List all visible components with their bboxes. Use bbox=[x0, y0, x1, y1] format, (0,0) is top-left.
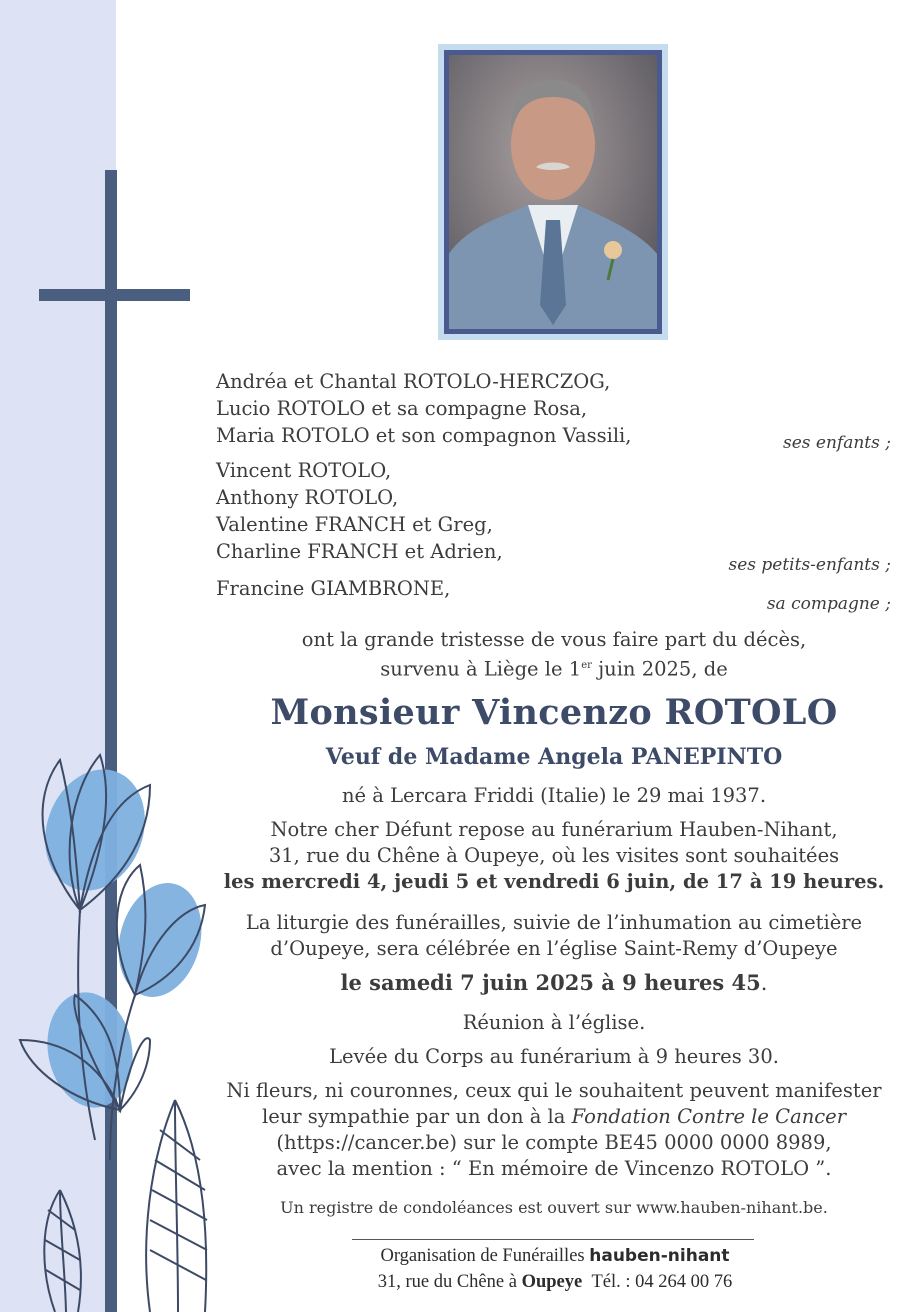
announcement-sup: er bbox=[581, 660, 592, 671]
donation-line-2-pre: leur sympathie par un don à la bbox=[261, 1105, 572, 1128]
child-3: Maria ROTOLO et son compagnon Vassili, bbox=[216, 424, 632, 447]
announcement-line-1: ont la grande tristesse de vous faire part du décès, bbox=[301, 628, 807, 651]
cross-horizontal bbox=[39, 289, 190, 301]
ceremony-block bbox=[216, 910, 892, 962]
footer-divider bbox=[352, 1239, 754, 1240]
registry-note: Un registre de condoléances est ouvert sur www.hauben-nihant.be. bbox=[280, 1198, 828, 1217]
levee-line: Levée du Corps au funérarium à 9 heures 30. bbox=[329, 1045, 779, 1068]
donation-line-2 bbox=[216, 1104, 892, 1130]
partner: Francine GIAMBRONE, bbox=[216, 577, 451, 600]
birth-line: né à Lercara Friddi (Italie) le 29 mai 1937. bbox=[341, 784, 767, 807]
visits-line-2: 31, rue du Chêne à Oupeye, où les visites sont souhaitées bbox=[268, 844, 840, 867]
children-role: ses enfants ; bbox=[783, 433, 891, 453]
donation-line-1: Ni fleurs, ni couronnes, ceux qui le souhaitent peuvent manifester bbox=[226, 1079, 882, 1102]
ceremony-date-end: . bbox=[760, 971, 768, 995]
grandchild-3: Valentine FRANCH et Greg, bbox=[216, 513, 493, 536]
visits-block bbox=[216, 817, 892, 895]
footer-address-street: 31, rue du Chêne à bbox=[377, 1272, 522, 1292]
footer-phone: Tél. : 04 264 00 76 bbox=[591, 1272, 733, 1292]
footer-address bbox=[340, 1272, 770, 1293]
grandchildren-role: ses petits-enfants ; bbox=[728, 555, 891, 575]
announcement-line-2 bbox=[216, 653, 892, 683]
donation-line-4: avec la mention : “ En mémoire de Vincenzo ROTOLO ”. bbox=[276, 1157, 832, 1180]
grandchild-1: Vincent ROTOLO, bbox=[216, 459, 392, 482]
visits-line-1: Notre cher Défunt repose au funérarium Hauben-Nihant, bbox=[270, 818, 838, 841]
tulip-illustration bbox=[0, 740, 230, 1312]
brand-logo: hauben-nihant bbox=[589, 1246, 730, 1266]
footer-org bbox=[340, 1246, 770, 1267]
grandchild-4: Charline FRANCH et Adrien, bbox=[216, 540, 503, 563]
ceremony-date-line bbox=[216, 970, 892, 996]
child-2: Lucio ROTOLO et sa compagne Rosa, bbox=[216, 397, 588, 420]
child-1: Andréa et Chantal ROTOLO-HERCZOG, bbox=[216, 370, 611, 393]
footer-org-text: Organisation de Funérailles bbox=[380, 1246, 590, 1266]
donation-block bbox=[216, 1078, 892, 1182]
ceremony-line-2: d’Oupeye, sera célébrée en l’église Saint-Remy d’Oupeye bbox=[270, 937, 838, 960]
meeting-line: Réunion à l’église. bbox=[462, 1011, 646, 1034]
foundation-name: Fondation Contre le Cancer bbox=[571, 1105, 847, 1128]
visits-dates: les mercredi 4, jeudi 5 et vendredi 6 juin, de 17 à 19 heures. bbox=[223, 870, 885, 893]
announcement bbox=[216, 627, 892, 683]
announcement-date-pre: survenu à Liège le 1 bbox=[380, 657, 582, 681]
portrait-frame bbox=[438, 44, 668, 340]
announcement-date-post: juin 2025, de bbox=[591, 657, 728, 681]
grandchild-2: Anthony ROTOLO, bbox=[216, 486, 399, 509]
deceased-name: Monsieur Vincenzo ROTOLO bbox=[270, 692, 838, 733]
donation-line-3: (https://cancer.be) sur le compte BE45 0000 0000 8989, bbox=[276, 1131, 832, 1154]
widow-line: Veuf de Madame Angela PANEPINTO bbox=[325, 744, 783, 770]
partner-role: sa compagne ; bbox=[766, 594, 891, 614]
ceremony-date: le samedi 7 juin 2025 à 9 heures 45 bbox=[340, 970, 761, 995]
ceremony-line-1: La liturgie des funérailles, suivie de l’inhumation au cimetière bbox=[245, 911, 863, 934]
footer-town: Oupeye bbox=[521, 1272, 583, 1292]
portrait-photo bbox=[444, 50, 662, 334]
